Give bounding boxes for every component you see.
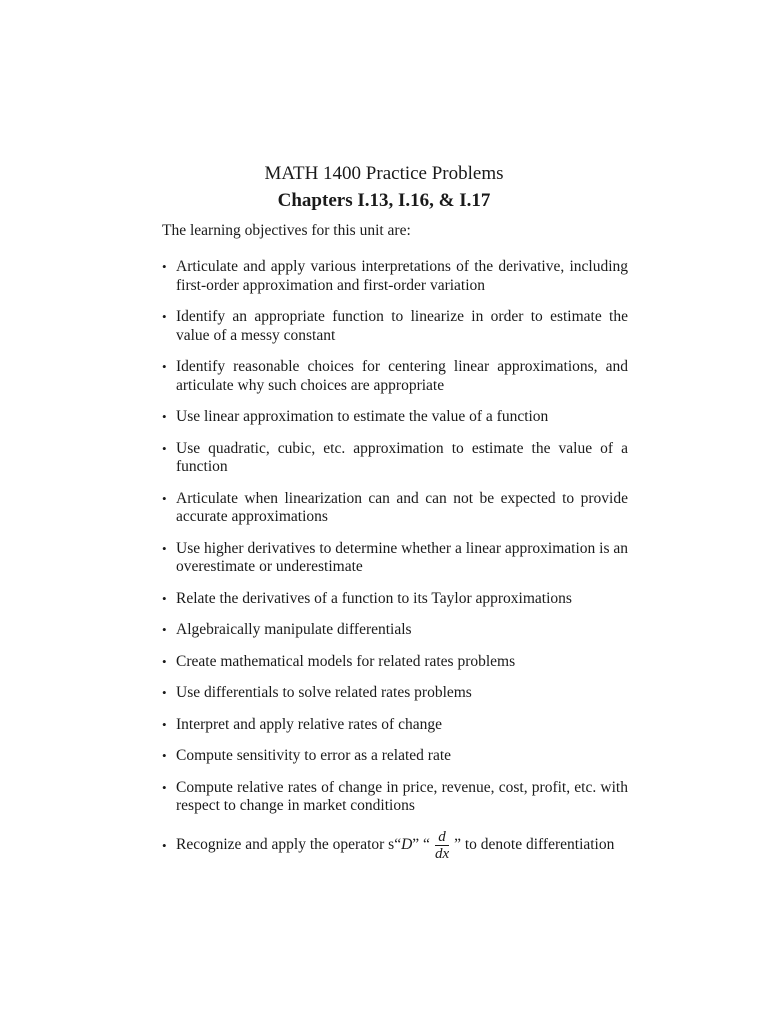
- operator-prefix: Recognize and apply the operator s“: [176, 835, 402, 853]
- page-subtitle: Chapters I.13, I.16, & I.17: [277, 190, 491, 211]
- objectives-list: [162, 258, 628, 862]
- objective-text: Compute relative rates of change in price, revenue, cost, profit, etc. with respect to change in market conditions: [176, 778, 628, 814]
- objective-text: Identify reasonable choices for centering linear approximations, and articulate why such choices are appropriate: [176, 358, 628, 394]
- list-item: [162, 358, 628, 395]
- list-item: [162, 684, 628, 703]
- objective-text: Use higher derivatives to determine whether a linear approximation is an overestimate or underestimate: [176, 539, 628, 575]
- bullet-icon: •: [162, 490, 167, 506]
- bullet-icon: •: [162, 779, 167, 795]
- list-item: [162, 408, 628, 427]
- fraction-denominator: dx: [434, 845, 450, 862]
- list-item: [162, 590, 628, 609]
- list-item: [162, 621, 628, 640]
- list-item: [162, 308, 628, 345]
- list-item: [162, 653, 628, 672]
- list-item: [162, 440, 628, 477]
- operator-d-symbol: D: [401, 835, 413, 853]
- list-item: [162, 779, 628, 816]
- fraction-numerator: d: [435, 829, 449, 846]
- bullet-icon: •: [162, 409, 167, 424]
- operator-suffix: ” to denote differentiation: [454, 835, 615, 853]
- objective-text: Articulate and apply various interpretations of the derivative, including first-order approximation and first-order variation: [176, 258, 628, 294]
- title-block: [0, 160, 768, 214]
- list-item: [162, 540, 628, 577]
- derivative-fraction: [432, 829, 452, 862]
- bullet-icon: •: [162, 309, 167, 324]
- objective-text: Use linear approximation to estimate the value of a function: [176, 408, 549, 425]
- objective-text: Use differentials to solve related rates problems: [176, 684, 472, 701]
- bullet-icon: •: [162, 440, 167, 456]
- objective-text: Algebraically manipulate differentials: [176, 621, 412, 638]
- bullet-icon: •: [162, 359, 167, 374]
- bullet-icon: •: [162, 748, 167, 763]
- objective-text: Compute sensitivity to error as a related rate: [176, 747, 452, 764]
- list-item: [162, 716, 628, 735]
- bullet-icon: •: [162, 716, 167, 732]
- bullet-icon: •: [162, 540, 167, 556]
- objective-text: Create mathematical models for related rates problems: [176, 652, 516, 670]
- objective-text: Identify an appropriate function to linearize in order to estimate the value of a messy constant: [176, 308, 628, 344]
- bullet-icon: •: [162, 259, 167, 274]
- objective-text: Articulate when linearization can and can not be expected to provide accurate approximations: [176, 489, 628, 525]
- list-item: [162, 490, 628, 527]
- intro-text: The learning objectives for this unit are:: [162, 222, 411, 239]
- bullet-icon: •: [162, 653, 167, 669]
- bullet-icon: •: [162, 590, 167, 606]
- list-item-operator: [162, 829, 628, 862]
- bullet-icon: •: [162, 685, 167, 700]
- objective-text: Relate the derivatives of a function to its Taylor approximations: [176, 589, 572, 607]
- page-title: MATH 1400 Practice Problems: [264, 163, 504, 184]
- bullet-icon: •: [162, 622, 167, 637]
- bullet-icon: •: [162, 837, 167, 853]
- list-item: [162, 258, 628, 295]
- objective-text: Use quadratic, cubic, etc. approximation to estimate the value of a function: [176, 439, 628, 475]
- list-item: [162, 747, 628, 766]
- objective-text: Interpret and apply relative rates of change: [176, 715, 442, 733]
- operator-middle: ” “: [412, 835, 430, 853]
